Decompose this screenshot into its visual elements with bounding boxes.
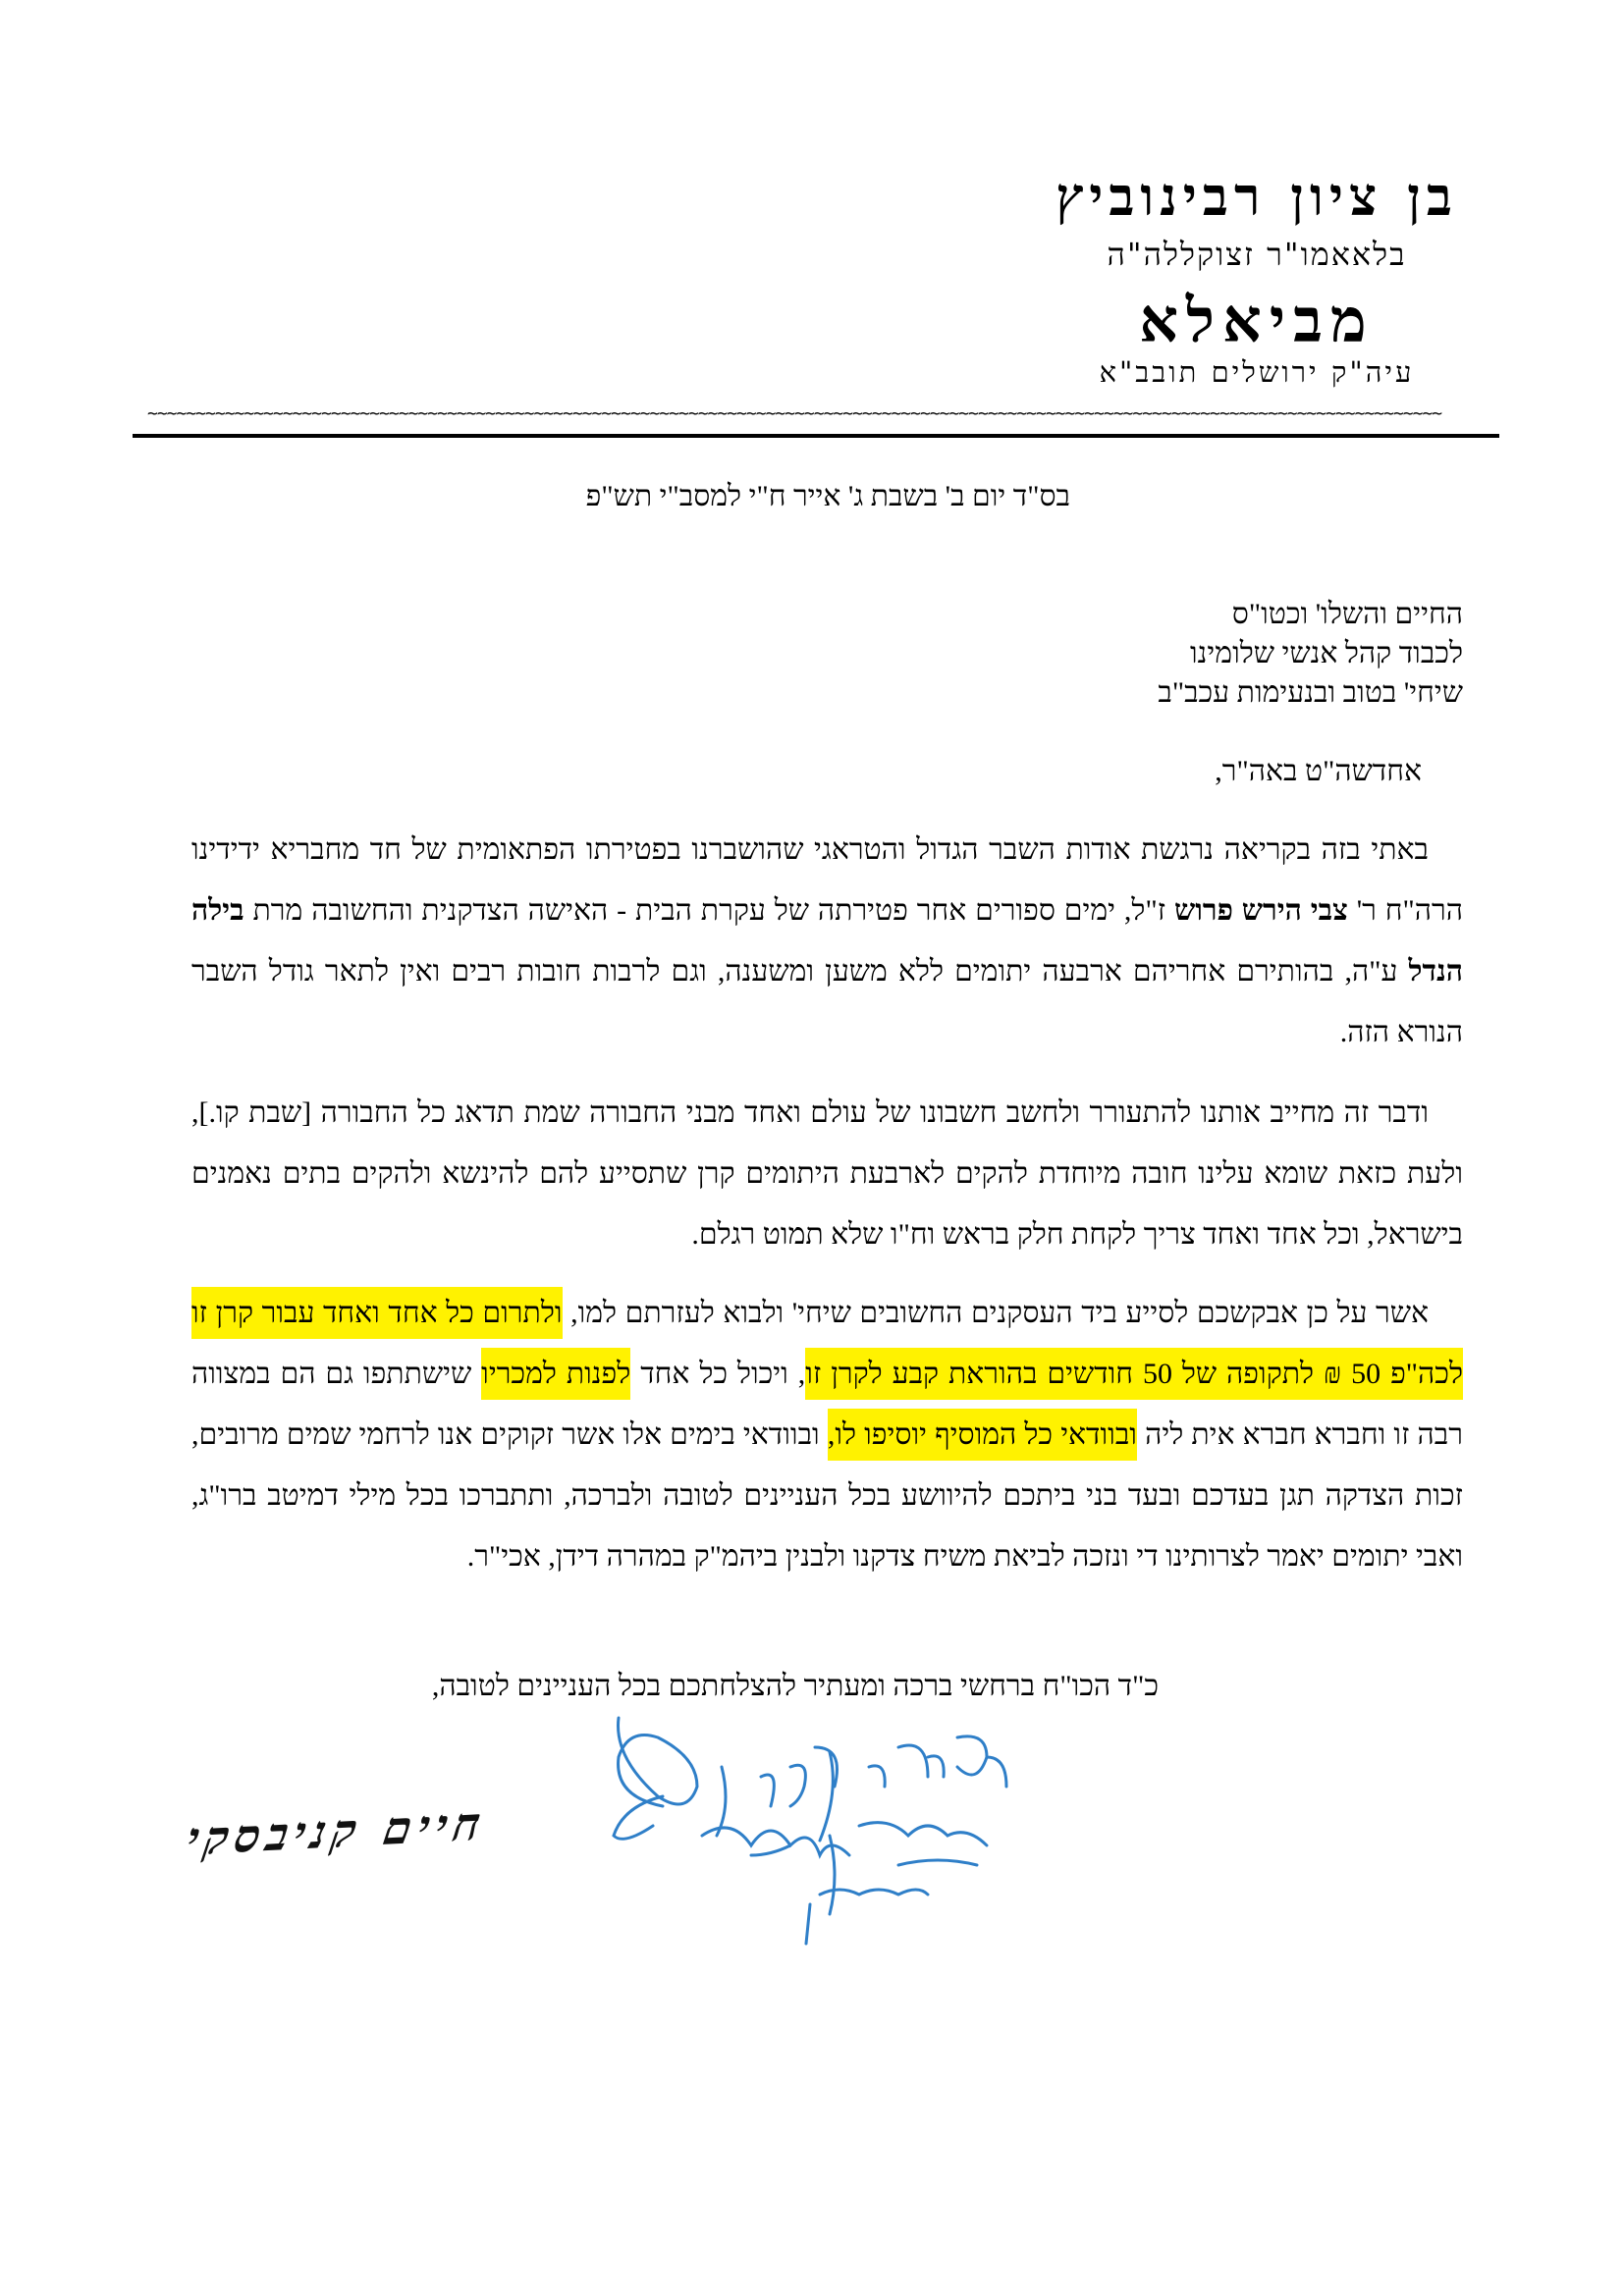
address-line: החיים והשלו' וכטו"ס bbox=[1231, 598, 1463, 630]
text-run: , ויכול כל אחד bbox=[630, 1358, 806, 1390]
text-run: ולעת כזאת שומא עלינו חובה מיוחדת להקים לארבעת היתומים קרן שתסייע להם להינשא ולהקים בתים נאמנים bbox=[191, 1157, 1463, 1190]
text-run: זכות הצדקה תגן בעדכם ובעד בני ביתכם להיוושע בכל העניינים לטובה ולברכה, ותתברכו בכל מילי דמיטב ברו"ג, bbox=[191, 1479, 1463, 1512]
closing-line: כ"ד הכו"ח ברחשי ברכה ומעתיר להצלחתכם בכל העניינים לטובה, bbox=[431, 1670, 1159, 1702]
letterhead-place: מביאלא bbox=[1139, 285, 1375, 356]
text-run: ובוודאי בימים אלו אשר זקוקים אנו לרחמי שמים מרובים, bbox=[191, 1418, 828, 1451]
letterhead-city: עיה"ק ירושלים תובב"א bbox=[1099, 355, 1415, 389]
paragraph-line bbox=[191, 1094, 1429, 1133]
greeting: אחדשה"ט באה"ר, bbox=[1215, 755, 1422, 787]
paragraph-line bbox=[191, 952, 1463, 991]
text-run: הנורא הזה. bbox=[1339, 1016, 1463, 1048]
paragraph-line bbox=[191, 830, 1429, 870]
highlighted-text: לפנות למכריו bbox=[481, 1348, 630, 1400]
paragraph-line bbox=[191, 1294, 1429, 1333]
text-run: ז"ל, ימים ספורים אחר פטירתה של עקרת הבית - האישה הצדקנית והחשובה מרת bbox=[244, 894, 1174, 927]
paragraph-line bbox=[191, 1415, 1463, 1455]
highlighted-text: ובוודאי כל המוסיף יוסיפו לו, bbox=[828, 1409, 1137, 1461]
text-run: הרה"ח ר' bbox=[1347, 894, 1463, 927]
paragraph-line bbox=[191, 1355, 1463, 1394]
text-run: ע"ה, בהותירם אחריהם ארבעה יתומים ללא משען ומשענה, וגם לרבות חובות רבים ואין לתאר גודל השבר bbox=[191, 955, 1409, 988]
bold-name: בילה bbox=[191, 894, 244, 927]
signature-right bbox=[574, 1708, 1065, 1953]
paragraph-line bbox=[191, 1013, 1463, 1052]
bold-name: הנדל bbox=[1408, 955, 1463, 988]
letterhead-lineage: בלאאמו"ר זצוקללה"ה bbox=[1107, 236, 1407, 273]
paragraph-line bbox=[191, 1154, 1463, 1194]
text-run: ואבי יתומים יאמר לצרותינו די ונזכה לביאת משיח צדקנו ולבנין ביהמ"ק במהרה דידן, אכי"ר. bbox=[466, 1540, 1463, 1573]
text-run: שישתתפו גם הם במצווה bbox=[191, 1358, 482, 1390]
letterhead-ornament: ~~~~~~~~~~~~~~~~~~~~~~~~~~~~~~~~~~~~~~~~~~~~~~~~~~~~~~~~~~~~~~~~~~~~~~~~~~~~~~~~~~~~~~~~~~~~~~~~~~~~~~~~~~~~~~~~~~~~~~~~~~~~~~~~~~~~~~ bbox=[147, 406, 1442, 422]
highlighted-text: לכה"פ 50 ₪ לתקופה של 50 חודשים בהוראת קבע לקרן זו bbox=[805, 1348, 1463, 1400]
highlighted-text: ולתרום כל אחד ואחד עבור קרן זו bbox=[191, 1287, 563, 1339]
letterhead-name: בן ציון רבינוביץ bbox=[1056, 165, 1458, 228]
text-run: בישראל, וכל אחד ואחד צריך לקחת חלק בראש וח"ו שלא תמוט רגלם. bbox=[691, 1218, 1463, 1251]
signature-left: חיים קניבסקי bbox=[183, 1796, 491, 1866]
address-line: לכבוד קהל אנשי שלומינו bbox=[1190, 637, 1463, 669]
text-run: ודבר זה מחייב אותנו להתעורר ולחשב חשבונו של עולם ואחד מבני החבורה שמת תדאג כל החבורה [שבת קו.], bbox=[191, 1096, 1429, 1129]
paragraph-line bbox=[191, 1476, 1463, 1516]
address-line: שיחי' בטוב ובנעימות עכב"ב bbox=[1158, 676, 1463, 709]
paragraph-line bbox=[191, 1537, 1463, 1576]
letter-date: בס"ד יום ב' בשבת ג' אייר ח"י למסב"י תש"פ bbox=[585, 480, 1070, 512]
text-run: באתי בזה בקריאה נרגשת אודות השבר הגדול והטראגי שהושברנו בפטירתו הפתאומית של חד מחבריא ידידינו bbox=[191, 833, 1429, 866]
bold-name: צבי הירש פרוש bbox=[1173, 894, 1348, 927]
letterhead-divider bbox=[133, 434, 1499, 438]
paragraph-line bbox=[191, 891, 1463, 931]
text-run: אשר על כן אבקשכם לסייע ביד העסקנים החשובים שיחי' ולבוא לעזרתם למו, bbox=[562, 1297, 1429, 1329]
text-run: רבה זו וחברא חברא אית ליה bbox=[1136, 1418, 1463, 1451]
paragraph-line bbox=[191, 1215, 1463, 1255]
